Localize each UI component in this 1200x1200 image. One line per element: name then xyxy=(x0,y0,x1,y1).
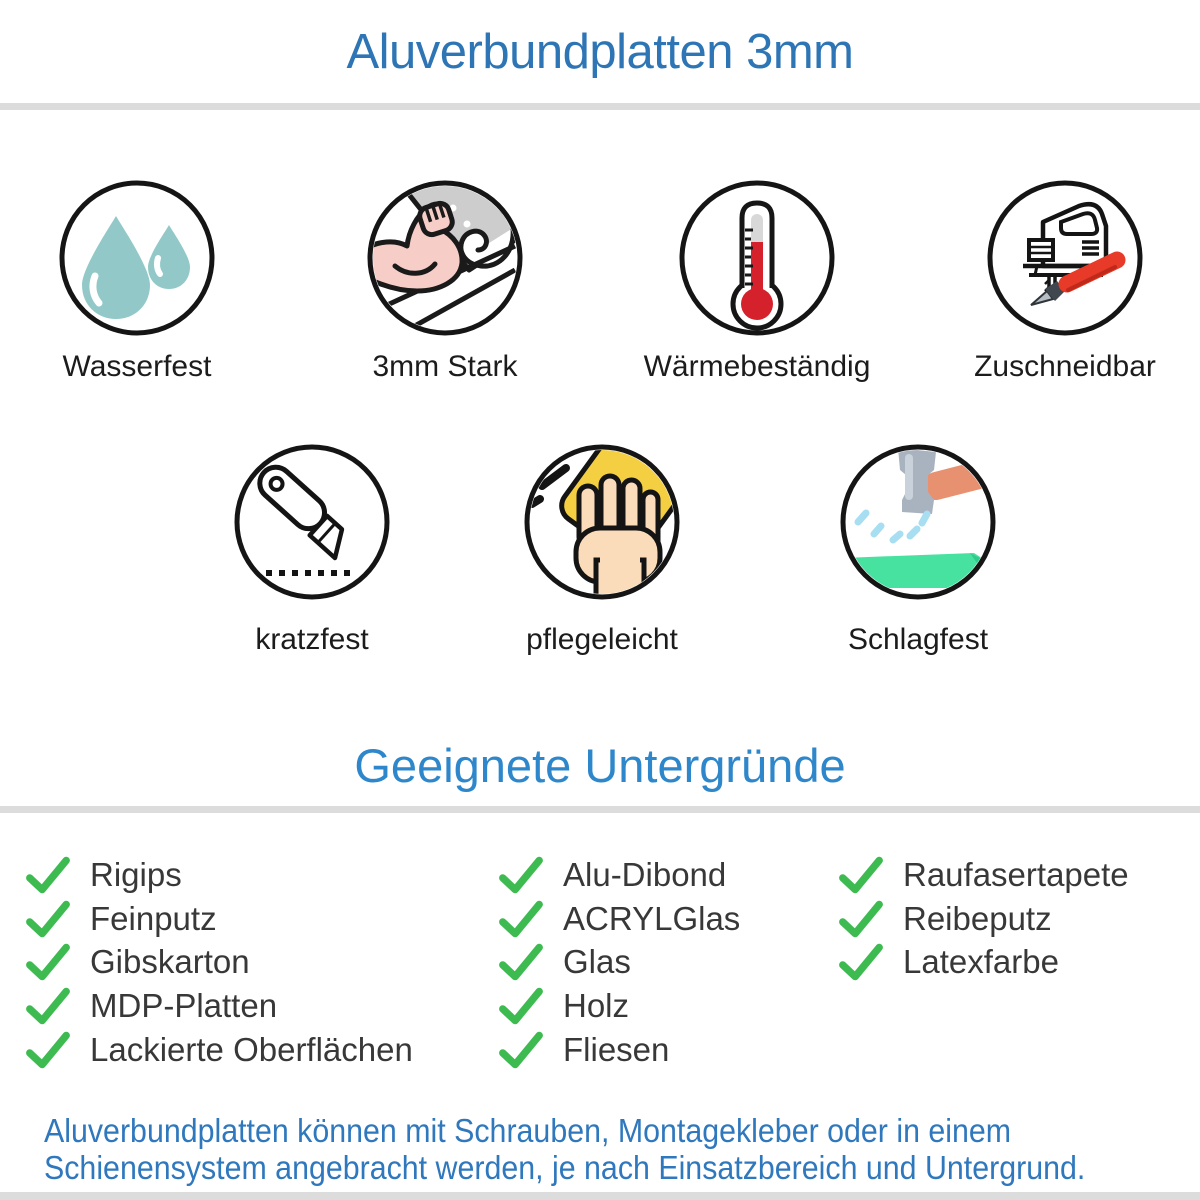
check-icon xyxy=(25,943,71,981)
feature-waermebestaendig xyxy=(643,178,871,383)
substrate-label: Rigips xyxy=(90,855,182,893)
feature-label: Wärmebeständig xyxy=(643,350,871,383)
substrate-item xyxy=(498,897,740,941)
substrate-item xyxy=(25,940,413,984)
feature-label: kratzfest xyxy=(255,623,369,656)
utility-knife-icon xyxy=(232,442,392,602)
substrate-item xyxy=(25,984,413,1028)
feature-schlagfest xyxy=(838,442,998,656)
feature-zuschneidbar xyxy=(974,178,1156,383)
check-icon xyxy=(498,987,544,1025)
feature-label: Zuschneidbar xyxy=(974,350,1156,383)
substrate-label: Alu-Dibond xyxy=(563,855,727,893)
check-icon xyxy=(25,1031,71,1069)
substrate-item xyxy=(25,1028,413,1072)
substrate-item xyxy=(498,940,740,984)
check-icon xyxy=(498,943,544,981)
substrate-item xyxy=(498,853,740,897)
check-icon xyxy=(838,900,884,938)
check-icon xyxy=(838,943,884,981)
substrate-item xyxy=(838,897,1129,941)
feature-label: Wasserfest xyxy=(62,350,212,383)
feature-label: 3mm Stark xyxy=(372,350,518,383)
feature-kratzfest xyxy=(232,442,392,656)
wiping-hand-icon xyxy=(522,442,682,602)
substrate-label: Feinputz xyxy=(90,899,217,937)
substrate-item xyxy=(838,853,1129,897)
mounting-note-line1: Aluverbundplatten können mit Schrauben, Montagekleber oder in einem xyxy=(44,1112,1012,1149)
substrate-label: Fliesen xyxy=(563,1030,670,1068)
divider-middle xyxy=(0,806,1200,813)
substrate-item xyxy=(498,1028,740,1072)
substrate-label: Raufasertapete xyxy=(903,855,1129,893)
substrate-item xyxy=(25,897,413,941)
substrate-item xyxy=(25,853,413,897)
feature-label: pflegeleicht xyxy=(526,623,678,656)
check-icon xyxy=(25,900,71,938)
mounting-note xyxy=(44,1112,1176,1186)
page-title: Aluverbundplatten 3mm xyxy=(346,25,854,79)
substrate-label: Latexfarbe xyxy=(903,943,1059,981)
divider-bottom xyxy=(0,1192,1200,1200)
substrate-column-1 xyxy=(25,853,413,1071)
feature-3mm-stark xyxy=(365,178,525,383)
check-icon xyxy=(25,856,71,894)
substrate-label: Glas xyxy=(563,943,631,981)
substrate-label: MDP-Platten xyxy=(90,986,278,1024)
feature-label: Schlagfest xyxy=(847,623,989,656)
hammer-icon xyxy=(838,442,998,602)
divider-top xyxy=(0,103,1200,110)
substrate-column-3 xyxy=(838,853,1129,984)
check-icon xyxy=(25,987,71,1025)
substrate-label: Reibeputz xyxy=(903,899,1052,937)
mounting-note-line2: Schienensystem angebracht werden, je nach Einsatzbereich und Untergrund. xyxy=(44,1149,1086,1186)
check-icon xyxy=(498,1031,544,1069)
check-icon xyxy=(498,900,544,938)
substrate-item xyxy=(498,984,740,1028)
substrate-column-2 xyxy=(498,853,740,1071)
thermometer-icon xyxy=(677,178,837,338)
check-icon xyxy=(838,856,884,894)
water-drops-icon xyxy=(57,178,217,338)
section-title-untergruende: Geeignete Untergründe xyxy=(354,739,846,792)
substrate-label: Holz xyxy=(563,986,630,1024)
muscle-arm-icon xyxy=(365,178,525,338)
substrate-label: Lackierte Oberflächen xyxy=(90,1030,413,1068)
feature-wasserfest xyxy=(57,178,217,383)
jigsaw-cutter-icon xyxy=(985,178,1145,338)
feature-pflegeleicht xyxy=(522,442,682,656)
substrate-item xyxy=(838,940,1129,984)
substrate-label: Gibskarton xyxy=(90,943,250,981)
check-icon xyxy=(498,856,544,894)
substrate-label: ACRYLGlas xyxy=(563,899,741,937)
